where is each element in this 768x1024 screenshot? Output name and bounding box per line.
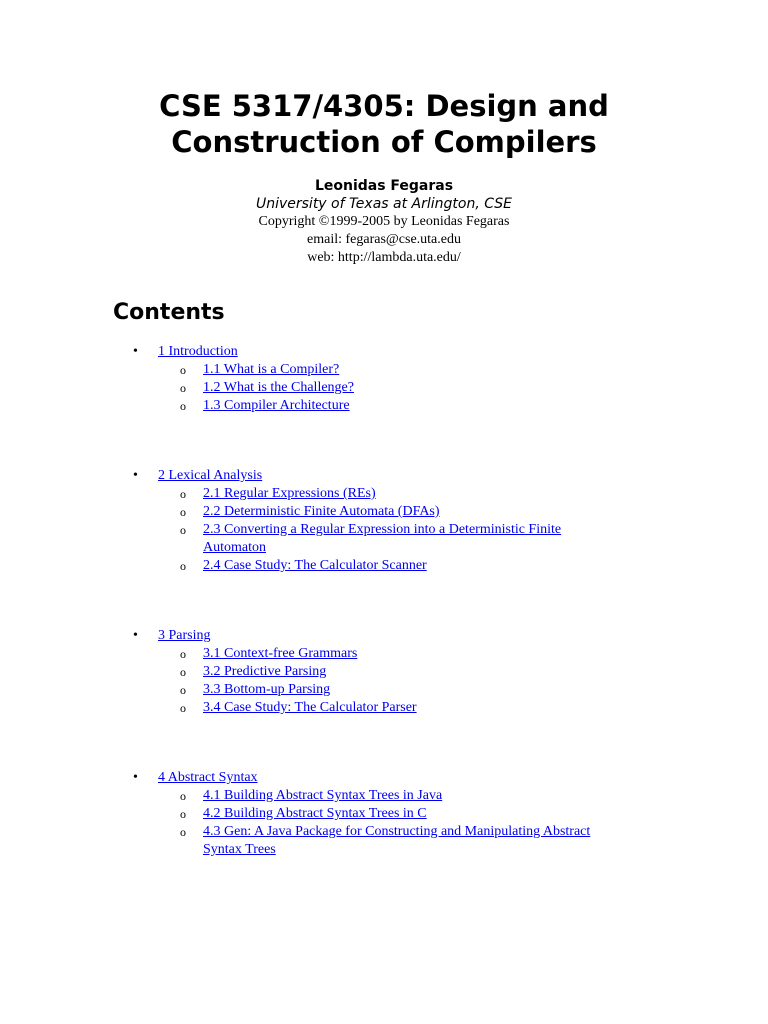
section-list xyxy=(158,645,768,717)
circle-bullet-icon: o xyxy=(180,807,186,821)
section-link[interactable]: 2.3 Converting a Regular Expression into a Deterministic Finite Automaton xyxy=(203,522,562,555)
bullet-icon: • xyxy=(133,628,138,643)
copyright-notice: Copyright ©1999-2005 by Leonidas Fegaras xyxy=(258,214,510,229)
section-link[interactable]: 1.3 Compiler Architecture xyxy=(203,398,350,413)
toc-section xyxy=(158,557,603,575)
toc-chapter-4 xyxy=(0,769,768,859)
circle-bullet-icon: o xyxy=(180,559,186,573)
section-link[interactable]: 2.4 Case Study: The Calculator Scanner xyxy=(203,558,427,573)
toc-section xyxy=(158,681,603,699)
section-link[interactable]: 3.3 Bottom-up Parsing xyxy=(203,682,331,697)
bullet-icon: • xyxy=(133,344,138,359)
toc-section xyxy=(158,397,603,415)
email-line: email: fegaras@cse.uta.edu xyxy=(307,232,461,247)
circle-bullet-icon: o xyxy=(180,647,186,661)
bullet-icon: • xyxy=(133,468,138,483)
web-line: web: http://lambda.uta.edu/ xyxy=(307,250,461,265)
section-link[interactable]: 4.1 Building Abstract Syntax Trees in Java xyxy=(203,788,443,803)
section-link[interactable]: 1.2 What is the Challenge? xyxy=(203,380,354,395)
section-link[interactable]: 1.1 What is a Compiler? xyxy=(203,362,340,377)
title-line-1: CSE 5317/4305: Design and xyxy=(159,89,609,123)
toc-section xyxy=(158,699,603,717)
toc-chapter-1 xyxy=(0,343,768,415)
title-line-2: Construction of Compilers xyxy=(171,125,597,159)
circle-bullet-icon: o xyxy=(180,363,186,377)
circle-bullet-icon: o xyxy=(180,701,186,715)
chapter-link-introduction[interactable]: 1 Introduction xyxy=(158,344,238,359)
circle-bullet-icon: o xyxy=(180,665,186,679)
toc-section xyxy=(158,521,603,557)
section-link[interactable]: 4.2 Building Abstract Syntax Trees in C xyxy=(203,806,427,821)
circle-bullet-icon: o xyxy=(180,381,186,395)
toc-section xyxy=(158,361,603,379)
author-name: Leonidas Fegaras xyxy=(314,178,454,194)
author-block xyxy=(0,177,768,267)
circle-bullet-icon: o xyxy=(180,683,186,697)
chapter-link-parsing[interactable]: 3 Parsing xyxy=(158,628,211,643)
affiliation: University of Texas at Arlington, CSE xyxy=(255,196,513,212)
bullet-icon: • xyxy=(133,770,138,785)
section-link[interactable]: 4.3 Gen: A Java Package for Constructing and Manipulating Abstract Syntax Trees xyxy=(203,824,591,857)
section-link[interactable]: 3.2 Predictive Parsing xyxy=(203,664,327,679)
section-link[interactable]: 3.4 Case Study: The Calculator Parser xyxy=(203,700,417,715)
toc-section xyxy=(158,645,603,663)
toc-chapter-2 xyxy=(0,467,768,575)
section-list xyxy=(158,787,768,859)
circle-bullet-icon: o xyxy=(180,399,186,413)
circle-bullet-icon: o xyxy=(180,487,186,501)
chapter-link-abstract-syntax[interactable]: 4 Abstract Syntax xyxy=(158,770,258,785)
circle-bullet-icon: o xyxy=(180,789,186,803)
toc-section xyxy=(158,485,603,503)
section-link[interactable]: 3.1 Context-free Grammars xyxy=(203,646,358,661)
contents-heading: Contents xyxy=(113,300,225,325)
toc-section xyxy=(158,805,603,823)
circle-bullet-icon: o xyxy=(180,505,186,519)
circle-bullet-icon: o xyxy=(180,825,186,839)
table-of-contents xyxy=(0,343,768,911)
page-title xyxy=(0,88,768,160)
toc-chapter-3 xyxy=(0,627,768,717)
section-list xyxy=(158,485,768,575)
toc-section xyxy=(158,663,603,681)
circle-bullet-icon: o xyxy=(180,523,186,537)
toc-section xyxy=(158,787,603,805)
chapter-link-lexical-analysis[interactable]: 2 Lexical Analysis xyxy=(158,468,263,483)
section-link[interactable]: 2.1 Regular Expressions (REs) xyxy=(203,486,376,501)
toc-section xyxy=(158,823,603,859)
section-list xyxy=(158,361,768,415)
toc-section xyxy=(158,379,603,397)
toc-section xyxy=(158,503,603,521)
section-link[interactable]: 2.2 Deterministic Finite Automata (DFAs) xyxy=(203,504,440,519)
